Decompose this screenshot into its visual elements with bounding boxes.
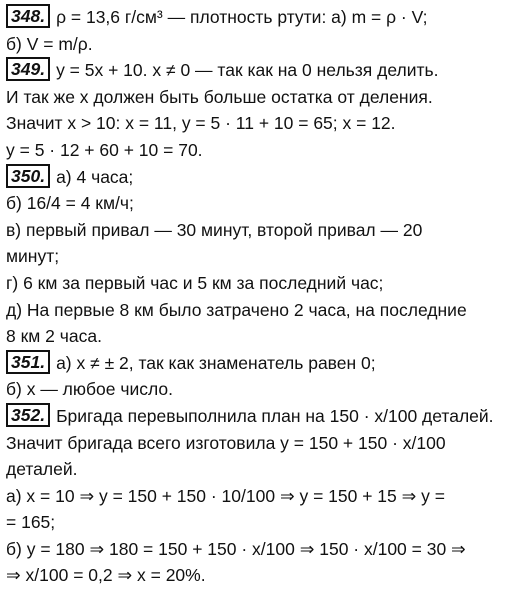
- problem-348-number: 348.: [6, 4, 50, 28]
- problem-348-text-1: ρ = 13,6 г/см³ — плотность ртути: а) m = ρ · V;: [56, 7, 428, 27]
- problem-349-text-2: И так же x должен быть больше остатка от деления.: [6, 86, 433, 107]
- problem-352-line-5: [6, 509, 524, 536]
- problem-352-line-6: [6, 536, 524, 563]
- problem-350-text-6: д) На первые 8 км было затрачено 2 часа, на последние: [6, 299, 467, 320]
- problem-352-line-2: [6, 430, 524, 457]
- problem-349-text-3: Значит x > 10: x = 11, y = 5 · 11 + 10 = 65; x = 12.: [6, 113, 396, 134]
- problem-349-text-4: y = 5 · 12 + 60 + 10 = 70.: [6, 139, 203, 160]
- problem-352-text-7: ⇒ x/100 = 0,2 ⇒ x = 20%.: [6, 565, 206, 586]
- problem-350-text-2: б) 16/4 = 4 км/ч;: [6, 193, 134, 214]
- problem-350-text-5: г) 6 км за первый час и 5 км за последний час;: [6, 272, 384, 293]
- problem-350-line-2: [6, 190, 524, 217]
- problem-352-text-2: Значит бригада всего изготовила y = 150 + 150 · x/100: [6, 432, 446, 453]
- problem-350-text-1: а) 4 часа;: [56, 166, 134, 187]
- problem-351-number: 351.: [6, 350, 50, 374]
- problem-351-text-1: а) x ≠ ± 2, так как знаменатель равен 0;: [56, 352, 376, 373]
- problem-350-text-3: в) первый привал — 30 минут, второй привал — 20: [6, 219, 423, 240]
- problem-352-text-5: = 165;: [6, 512, 56, 533]
- problem-350-line-5: [6, 270, 524, 297]
- problem-351-line-1: [6, 350, 524, 377]
- problem-350-text-4: минут;: [6, 246, 60, 267]
- problem-349-number: 349.: [6, 57, 50, 81]
- problem-349-line-4: [6, 137, 524, 164]
- problem-352-text-3: деталей.: [6, 459, 78, 480]
- problem-350-number: 350.: [6, 164, 50, 188]
- problem-350-line-6: [6, 297, 524, 324]
- problem-352-line-1: [6, 403, 524, 430]
- problem-350-text-7: 8 км 2 часа.: [6, 326, 102, 347]
- problem-349-line-1: [6, 57, 524, 84]
- problem-350-line-7: [6, 323, 524, 350]
- problem-352-number: 352.: [6, 403, 50, 427]
- problem-348-line-2: [6, 31, 524, 58]
- problem-352-line-3: [6, 456, 524, 483]
- problem-352-text-4: а) x = 10 ⇒ y = 150 + 150 · 10/100 ⇒ y = 150 + 15 ⇒ y =: [6, 485, 445, 506]
- problem-349-line-3: [6, 110, 524, 137]
- problem-349-line-2: [6, 84, 524, 111]
- problem-352-line-7: [6, 562, 524, 589]
- problem-348-text-2: б) V = m/ρ.: [6, 33, 93, 54]
- problem-349-text-1: y = 5x + 10. x ≠ 0 — так как на 0 нельзя делить.: [56, 60, 439, 81]
- problem-348-line-1: [6, 4, 524, 31]
- problem-352-line-4: [6, 483, 524, 510]
- problem-350-line-3: [6, 217, 524, 244]
- problem-352-text-6: б) y = 180 ⇒ 180 = 150 + 150 · x/100 ⇒ 150 · x/100 = 30 ⇒: [6, 538, 466, 559]
- problem-350-line-1: [6, 164, 524, 191]
- problem-351-text-2: б) x — любое число.: [6, 379, 174, 400]
- problem-352-text-1: Бригада перевыполнила план на 150 · x/100 деталей.: [56, 405, 494, 426]
- problem-351-line-2: [6, 376, 524, 403]
- problem-350-line-4: [6, 243, 524, 270]
